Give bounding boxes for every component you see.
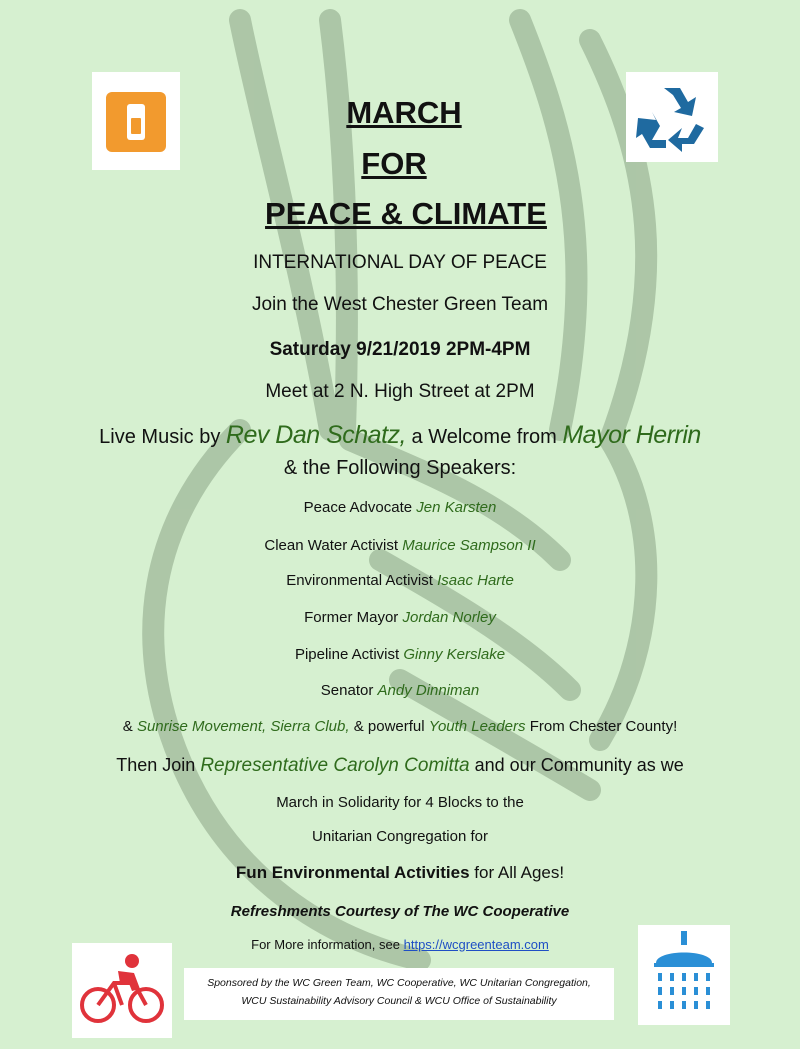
- march-join-line: [0, 755, 800, 777]
- activities-rest: for All Ages!: [474, 863, 565, 882]
- speaker-role: Environmental Activist: [286, 572, 433, 589]
- mayor-name: Mayor Herrin: [562, 421, 701, 449]
- sponsor-line-2: WCU Sustainability Advisory Council & WCU Office of Sustainability: [241, 995, 557, 1007]
- title-march: MARCH: [346, 95, 462, 130]
- music-line: [0, 421, 800, 450]
- speaker-line: [0, 682, 800, 699]
- sponsor-line-1: Sponsored by the WC Green Team, WC Cooperative, WC Unitarian Congregation,: [207, 977, 591, 989]
- march-rest: and our Community as we: [474, 755, 684, 775]
- music-middle: a Welcome from: [411, 426, 557, 448]
- march-line-3: Unitarian Congregation for: [312, 828, 488, 845]
- refreshments-line: Refreshments Courtesy of The WC Cooperative: [230, 903, 570, 920]
- march-then: Then Join: [116, 755, 196, 775]
- speaker-role: Clean Water Activist: [264, 537, 399, 554]
- join-line: Join the West Chester Green Team: [251, 294, 549, 315]
- following-speakers: & the Following Speakers:: [283, 457, 517, 479]
- groups-mid: & powerful: [353, 718, 425, 735]
- speaker-name: Maurice Sampson II: [402, 537, 536, 554]
- groups-line: [0, 718, 800, 735]
- groups-amp: &: [122, 718, 133, 735]
- activities-bold: Fun Environmental Activities: [235, 863, 470, 882]
- groups-youth: Youth Leaders: [428, 718, 526, 735]
- speaker-name: Ginny Kerslake: [403, 646, 506, 663]
- subtitle-day-of-peace: INTERNATIONAL DAY OF PEACE: [253, 252, 547, 273]
- representative-name: Representative Carolyn Comitta: [200, 755, 470, 776]
- speaker-line: [0, 537, 800, 554]
- bicycle-icon: [72, 943, 172, 1038]
- meet-line: Meet at 2 N. High Street at 2PM: [265, 381, 535, 402]
- groups-end: From Chester County!: [529, 718, 678, 735]
- speaker-line: [0, 609, 800, 626]
- speaker-name: Jen Karsten: [416, 499, 497, 516]
- groups-orgs: Sunrise Movement, Sierra Club,: [136, 718, 350, 735]
- speaker-name: Jordan Norley: [402, 609, 496, 626]
- info-line: [0, 937, 800, 952]
- title-peace-climate: PEACE & CLIMATE: [265, 196, 547, 231]
- info-prefix: For More information, see: [251, 937, 400, 952]
- speaker-role: Senator: [320, 682, 374, 699]
- artist-name: Rev Dan Schatz,: [225, 421, 406, 449]
- speaker-name: Isaac Harte: [437, 572, 514, 589]
- title-for: FOR: [361, 146, 427, 181]
- music-prefix: Live Music by: [99, 426, 221, 448]
- date-line: Saturday 9/21/2019 2PM-4PM: [269, 339, 531, 360]
- bicycle-icon-box: [72, 943, 172, 1038]
- speaker-role: Pipeline Activist: [294, 646, 400, 663]
- speaker-role: Peace Advocate: [303, 499, 413, 516]
- speaker-name: Andy Dinniman: [377, 682, 480, 699]
- website-link[interactable]: https://wcgreenteam.com: [403, 937, 549, 952]
- speaker-role: Former Mayor: [304, 609, 399, 626]
- sponsor-box: [184, 968, 614, 1020]
- march-line-2: March in Solidarity for 4 Blocks to the: [276, 794, 524, 811]
- activities-line: [0, 863, 800, 883]
- speaker-line: [0, 646, 800, 663]
- speaker-line: [0, 572, 800, 589]
- speaker-line: [0, 499, 800, 516]
